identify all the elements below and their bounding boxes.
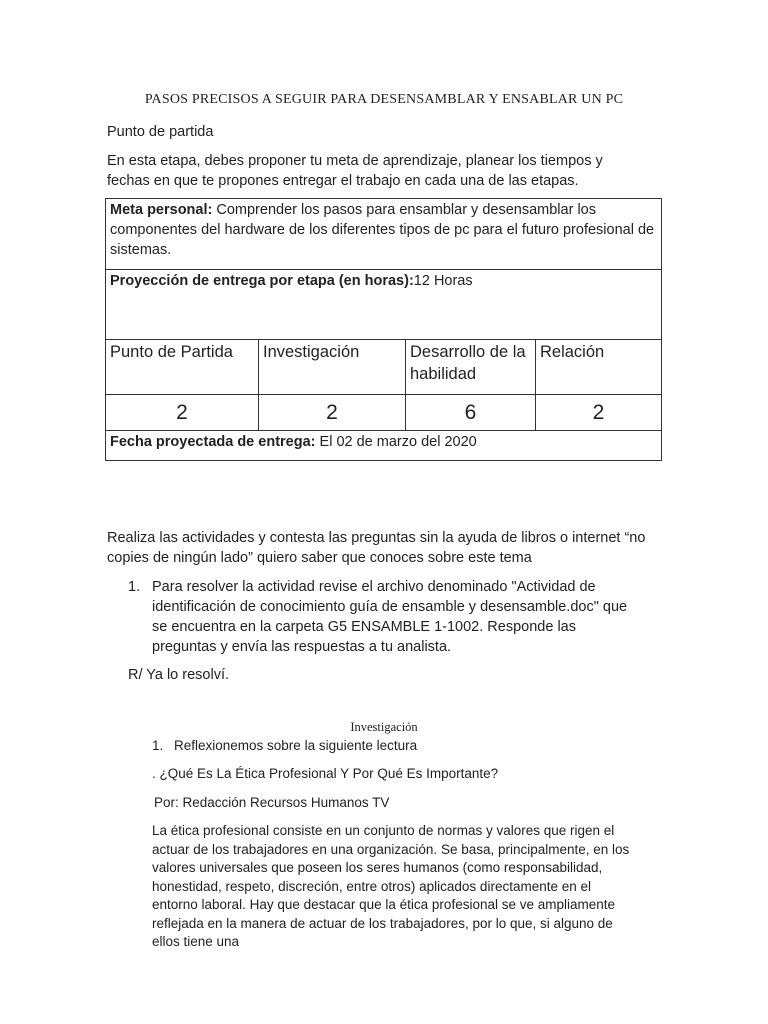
projection-cell [106,270,662,340]
stage-header: Punto de Partida [106,340,259,395]
question-text: Para resolver la actividad revise el archivo denominado "Actividad de identificación de conocimiento guía de ensamble y desensamble.doc" que se encuentra en la carpeta G5 ENSAMBLE 1-1002. Responde las preguntas y envía las respuestas a tu analista. [152,579,628,655]
article-title: . ¿Qué Es La Ética Profesional Y Por Qué Es Importante? [152,766,499,781]
section-heading-start: Punto de partida [107,124,214,140]
table-row [106,431,662,461]
projection-label: Proyección de entrega por etapa (en horas): [110,273,414,289]
meta-text: Comprender los pasos para ensamblar y desensamblar los componentes del hardware de los diferentes tipos de pc para el futuro profesional de sistemas. [110,202,655,258]
investigation-item-text: Reflexionemos sobre la siguiente lectura [174,738,418,753]
section-heading-investigation: Investigación [350,720,418,734]
table-row [106,270,662,340]
hours-cell: 2 [259,395,406,431]
intro-paragraph: En esta etapa, debes proponer tu meta de aprendizaje, planear los tiempos y fechas en que te propones entregar el trabajo en cada una de las etapas. [107,153,603,189]
answer-text: R/ Ya lo resolví. [128,667,230,683]
plan-table [105,198,662,461]
table-row [106,199,662,270]
stage-header: Desarrollo de la habilidad [406,340,536,395]
investigation-item-number: 1. [152,738,164,753]
article-body: La ética profesional consiste en un conjunto de normas y valores que rigen el actuar de los trabajadores en una organización. Se basa, principalmente, en los valores universales que poseen los seres humanos (como responsabilidad, honestidad, respeto, discreción, entre otros) aplicados directamente en el entorno laboral. Hay que destacar que la ética profesional se ve ampliamente reflejada en la manera de actuar de los trabajadores, por lo que, si alguno de ellos tiene una [152,823,630,949]
date-label: Fecha proyectada de entrega: [110,434,316,450]
document-title: PASOS PRECISOS A SEGUIR PARA DESENSAMBLAR Y ENSABLAR UN PC [144,92,624,107]
projection-value: 12 Horas [413,273,473,289]
stage-header: Relación [536,340,662,395]
article-author: Por: Redacción Recursos Humanos TV [154,795,390,810]
date-value: El 02 de marzo del 2020 [315,434,477,450]
hours-cell: 2 [536,395,662,431]
meta-label: Meta personal: [110,202,213,218]
hours-cell: 6 [406,395,536,431]
question-number: 1. [128,579,141,595]
hours-cell: 2 [106,395,259,431]
table-row [106,395,662,431]
stage-header: Investigación [259,340,406,395]
meta-cell [106,199,662,270]
date-cell [106,431,662,461]
table-row [106,340,662,395]
activities-paragraph: Realiza las actividades y contesta las preguntas sin la ayuda de libros o internet “no copies de ningún lado” quiero saber que conoces sobre este tema [107,530,646,566]
